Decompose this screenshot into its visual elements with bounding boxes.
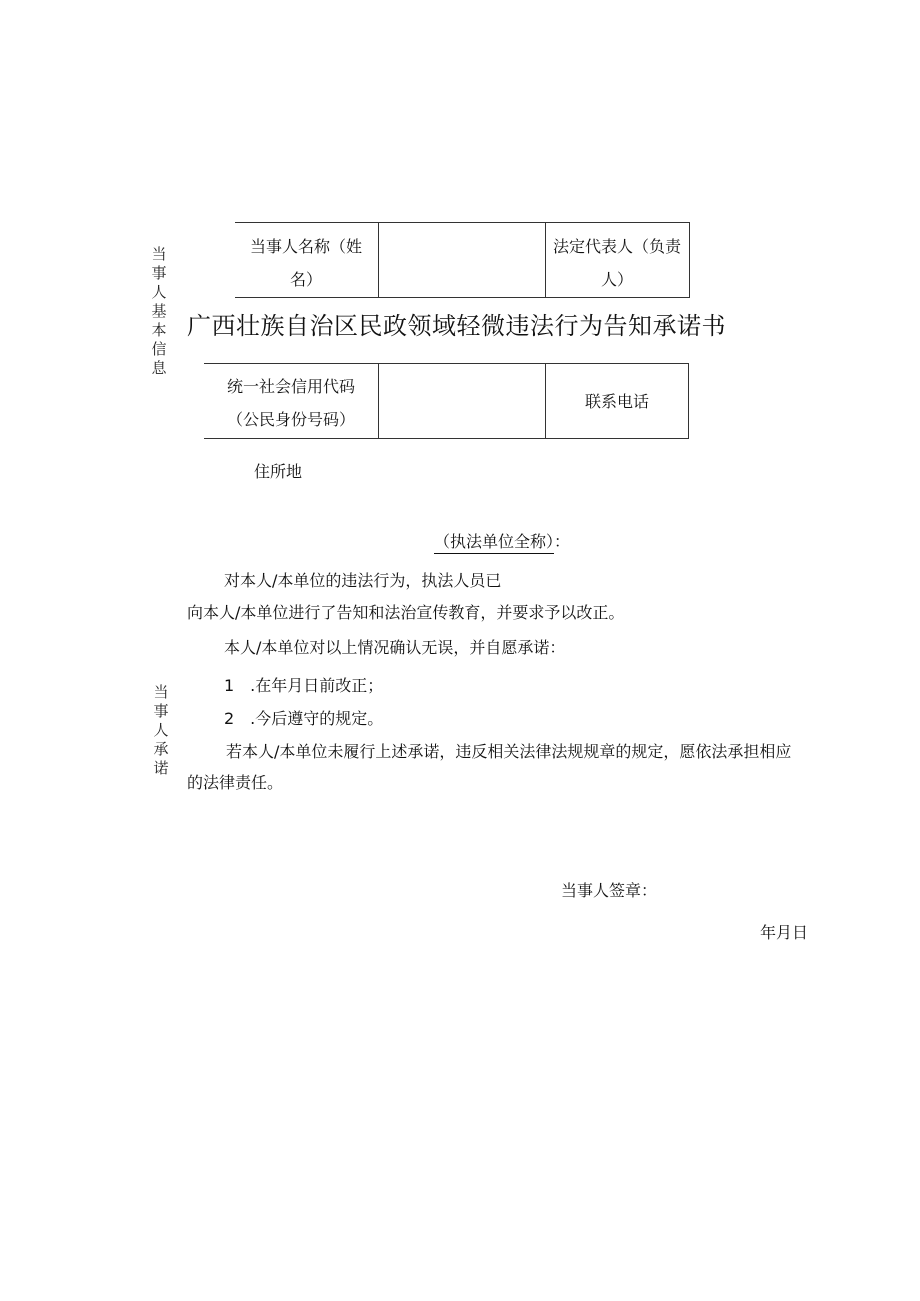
table-border: [204, 438, 689, 439]
credit-code-label: 统一社会信用代码（公民身份号码）: [226, 377, 355, 429]
signature-label: 当事人签章：: [561, 881, 658, 900]
party-name-label: 当事人名称（姓名）: [249, 237, 362, 289]
table-border: [378, 222, 379, 298]
table-border: [204, 363, 689, 364]
body-line-1: 对本人/本单位的违法行为，执法人员已: [224, 571, 502, 590]
table-border: [235, 222, 689, 223]
table-border: [235, 297, 689, 298]
table-border: [689, 222, 690, 298]
legal-rep-label: 法定代表人（负责人）: [552, 237, 681, 289]
date-label: 年月日: [760, 923, 809, 942]
commitment-side-label: 当事人承诺: [153, 683, 169, 777]
document-title: 广西壮族自治区民政领域轻微违法行为告知承诺书: [187, 312, 726, 340]
credit-code-field[interactable]: [380, 366, 543, 436]
table-border: [378, 363, 379, 439]
phone-label: 联系电话: [584, 391, 649, 411]
address-label: 住所地: [254, 462, 303, 481]
body-line-3: 本人/本单位对以上情况确认无误，并自愿承诺：: [224, 638, 566, 657]
body-line-4a: 若本人/本单位未履行上述承诺，违反相关法律法规规章的规定，愿依法承担相应: [226, 742, 792, 761]
addressee-line: [434, 529, 570, 552]
enforcement-unit-name: （执法单位全称）: [434, 532, 554, 554]
table-border: [688, 363, 689, 439]
party-name-field[interactable]: [380, 226, 543, 296]
addressee-colon: ：: [554, 532, 571, 551]
body-line-2: 向本人/本单位进行了告知和法治宣传教育，并要求予以改正。: [187, 603, 625, 622]
body-line-4b: 的法律责任。: [187, 773, 284, 792]
basic-info-side-label: 当事人基本信息: [151, 245, 167, 377]
commitment-item-1: 1 .在年月日前改正；: [224, 676, 384, 695]
table-border: [545, 363, 546, 439]
commitment-item-2: 2 .今后遵守的规定。: [224, 709, 384, 728]
